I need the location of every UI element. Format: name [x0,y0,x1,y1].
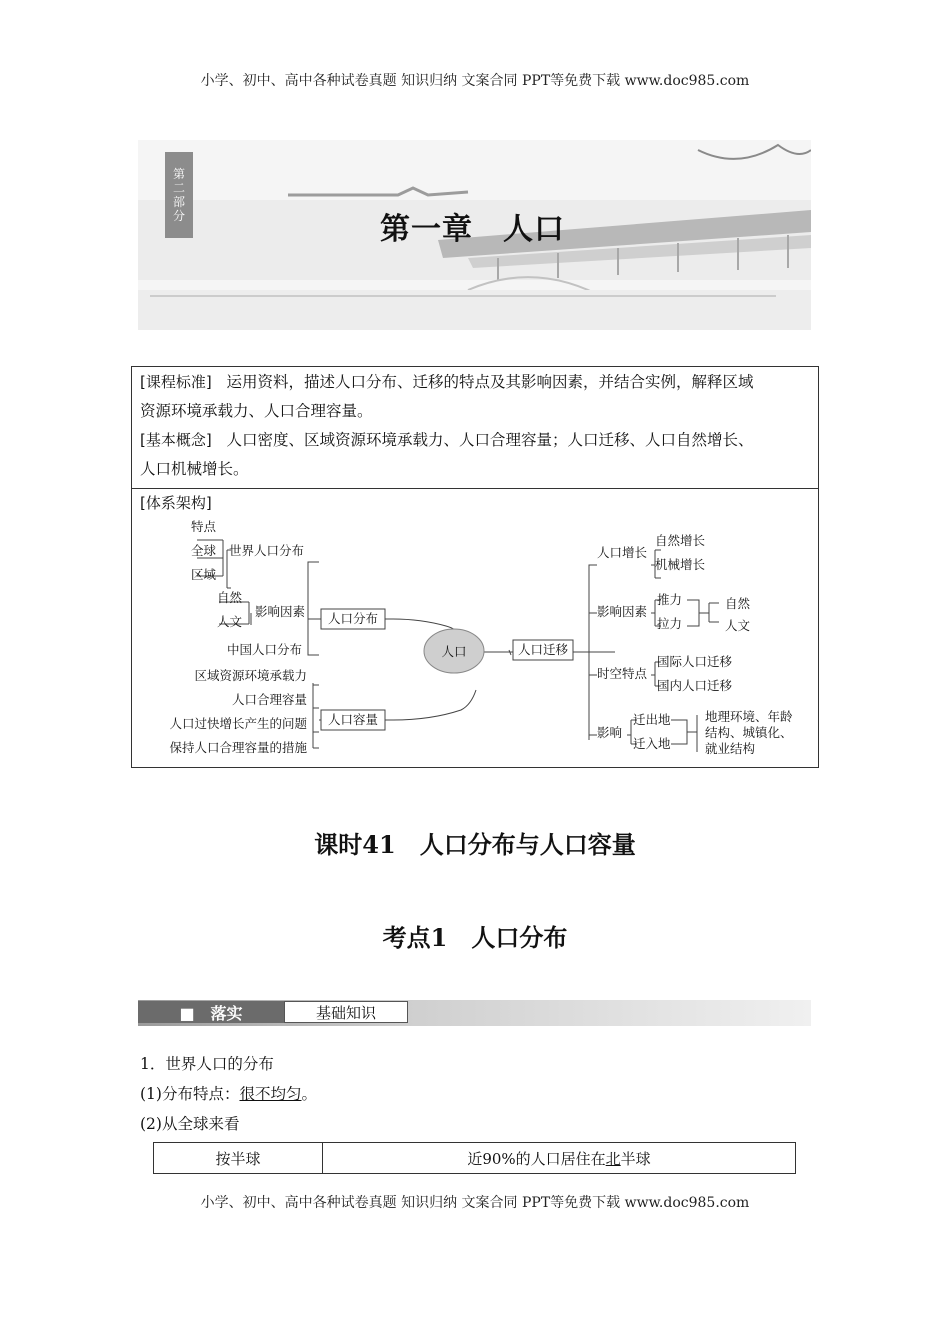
feature-answer: 很不均匀 [239,1085,302,1103]
course-text: 运用资料，描述人口分布、迁移的特点及其影响因素，并结合实例，解释区域 [226,373,754,391]
capacity-item: 区域资源环境承载力 [194,668,307,683]
capacity-item: 人口合理容量 [231,692,307,707]
table-cell-hemisphere: 按半球 [154,1143,323,1173]
growth-label: 人口增长 [597,545,648,560]
table-cell-value [323,1143,795,1173]
node-distribution-label: 人口分布 [327,611,379,626]
factors-label: 影响因素 [255,604,306,619]
feature-prefix: (1)分布特点： [140,1085,240,1103]
center-label: 人口 [441,644,467,659]
world-item: 特点 [191,519,217,534]
impact-detail: 就业结构 [705,741,756,756]
china-distribution: 中国人口分布 [227,642,303,657]
framework-mindmap [131,510,819,765]
concept-text: 人口密度、区域资源环境承载力、人口合理容量；人口迁移、人口自然增长、 [226,431,754,449]
part-tab-char: 部 [172,195,185,209]
table-value-answer: 北 [605,1149,621,1168]
world-distribution: 世界人口分布 [229,543,305,558]
table-value-suffix: 半球 [620,1149,651,1168]
part-tab-char: 分 [172,209,185,223]
page-header: 小学、初中、高中各种试卷真题 知识归纳 文案合同 PPT等免费下载 www.doc985.com [200,73,750,89]
push-pull: 推力 [657,592,683,607]
course-text-2: 资源环境承载力、人口合理容量。 [140,402,373,420]
factor-item: 自然 [217,590,243,605]
global-view: (2)从全球来看 [140,1115,240,1133]
concept-tag: [基本概念] [140,431,212,449]
impact-item: 迁入地 [633,736,671,751]
distribution-feature [140,1082,317,1104]
capacity-item: 保持人口合理容量的措施 [169,740,307,755]
part-tab-char: 二 [172,181,185,195]
lesson-title: 课时41 人口分布与人口容量 [314,830,636,859]
push-pull-item: 人文 [725,618,751,633]
spacetime-item: 国内人口迁移 [657,678,733,693]
spacetime-item: 国际人口迁移 [657,654,733,669]
growth-item: 自然增长 [655,533,706,548]
world-item: 全球 [191,543,217,558]
course-tag: [课程标准] [140,373,212,391]
chapter-name: 人口 [503,212,565,247]
table-value-prefix: 近90%的人口居住在 [467,1149,606,1168]
page-footer: 小学、初中、高中各种试卷真题 知识归纳 文案合同 PPT等免费下载 www.doc985.com [200,1195,750,1211]
hemisphere-table [153,1142,796,1174]
course-standard [140,368,812,484]
push-pull-item: 自然 [725,596,751,611]
node-migration-label: 人口迁移 [517,642,569,657]
impact-detail: 结构、城镇化、 [705,725,793,740]
section-label-dark: ■ 落实 [138,1001,284,1023]
node-capacity-label: 人口容量 [327,712,379,727]
part-tab-char: 第 [172,167,185,181]
capacity-item: 人口过快增长产生的问题 [169,716,307,731]
impact-label: 影响 [597,725,623,740]
chapter-title [380,204,565,248]
framework-tag: [体系架构] [140,494,212,512]
factor-item: 人文 [217,614,243,629]
spacetime-label: 时空特点 [597,666,648,681]
chapter-number: 第一章 [380,212,473,247]
world-item: 区域 [191,567,217,582]
concept-text-2: 人口机械增长。 [140,460,249,478]
point-title: 考点1 人口分布 [382,923,568,952]
heading-world-distribution: 1．世界人口的分布 [140,1055,274,1073]
migration-factors-label: 影响因素 [597,604,648,619]
push-pull: 拉力 [657,616,683,631]
part-tab [165,152,193,238]
impact-detail: 地理环境、年龄 [705,709,793,724]
growth-item: 机械增长 [655,557,706,572]
impact-item: 迁出地 [633,712,671,727]
feature-suffix: 。 [301,1085,317,1103]
section-label-light: 基础知识 [284,1001,408,1023]
